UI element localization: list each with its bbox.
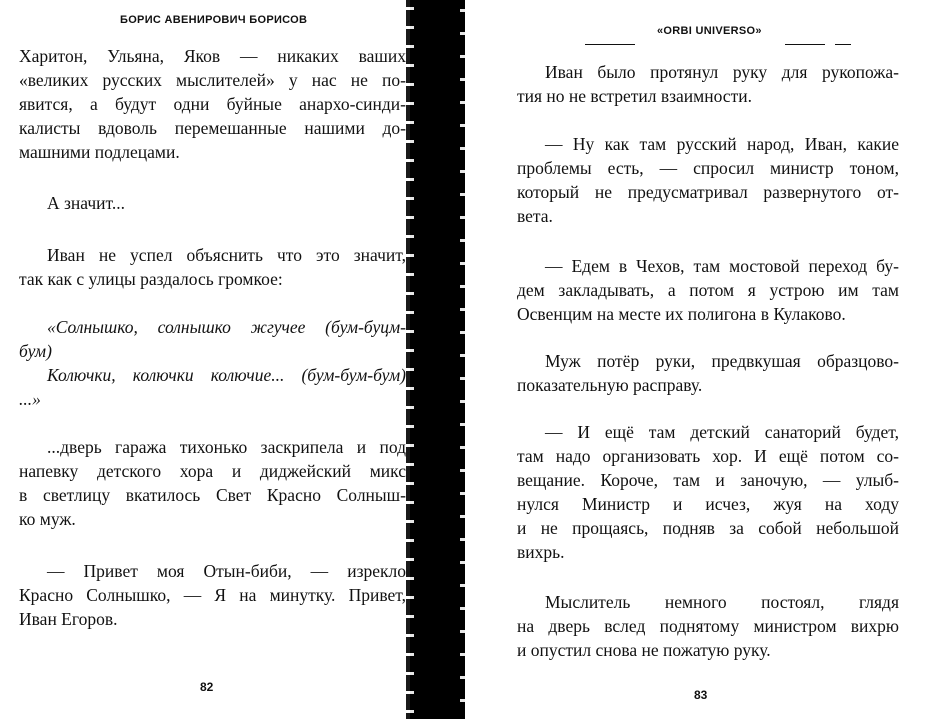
- text-line: в светлицу вкатилось Свет Красно Солныш-: [19, 485, 406, 505]
- book-spine-gutter: [410, 0, 465, 719]
- text-line: вета.: [517, 206, 553, 226]
- text-line: Колючки, колючки колючие... (бум-бум-бум): [47, 365, 406, 385]
- text-line: Освенцим на месте их полигона в Кулаково.: [517, 304, 846, 324]
- text-line: — Привет моя Отын-биби, — изрекло: [47, 561, 406, 581]
- text-line: машними подлецами.: [19, 142, 180, 162]
- left-paragraph-5: [19, 435, 406, 531]
- text-line: Красно Солнышко, — Я на минутку. Привет,: [19, 585, 406, 605]
- text-line: дем закладывать, а потом я устрою им там: [517, 280, 899, 300]
- right-paragraph-5: [517, 420, 899, 564]
- left-page: [0, 0, 410, 719]
- text-line: — И ещё там детский санаторий будет,: [545, 422, 899, 442]
- left-page-number: 82: [200, 680, 214, 694]
- text-line: Муж потёр руки, предвкушая образцово-: [545, 351, 899, 371]
- right-page: [465, 0, 932, 719]
- text-line: «Солнышко, солнышко жгучее (бум-буцм-: [47, 317, 406, 337]
- text-line: калисты вдоволь перемешанные нашими до-: [19, 118, 406, 138]
- text-line: вещание. Короче, там и заночую, — улыб-: [517, 470, 899, 490]
- right-paragraph-4: [517, 349, 899, 397]
- left-paragraph-6: [19, 559, 406, 631]
- left-paragraph-1: [19, 44, 406, 164]
- text-line: вихрь.: [517, 542, 565, 562]
- header-rule-tail: [835, 44, 851, 45]
- text-line: на дверь вслед поднятому министром вихрю: [517, 616, 899, 636]
- text-line: который не предусматривал развернутого от-: [517, 182, 899, 202]
- text-line: там надо организовать хор. И ещё потом со-: [517, 446, 899, 466]
- right-paragraph-3: [517, 254, 899, 326]
- right-paragraph-2: [517, 132, 899, 228]
- text-line: так как с улицы раздалось громкое:: [19, 269, 283, 289]
- text-line: и не прощаясь, подняв за собой небольшой: [517, 518, 899, 538]
- text-line: Иван Егоров.: [19, 609, 118, 629]
- text-line: ко муж.: [19, 509, 76, 529]
- text-line: «великих русских мыслителей» у нас не по-: [19, 70, 406, 90]
- gutter-edge-left: [406, 0, 414, 719]
- text-line: — Едем в Чехов, там мостовой переход бу-: [545, 256, 899, 276]
- left-paragraph-3: [19, 243, 406, 291]
- right-running-head-area: [585, 25, 905, 45]
- text-line: явится, а будут одни буйные анархо-синди-: [19, 94, 406, 114]
- right-page-number: 83: [694, 688, 708, 702]
- text-line: напевку детского хора и диджейский микс: [19, 461, 406, 481]
- text-line: А значит...: [47, 193, 125, 213]
- text-line: и опустил снова не пожатую руку.: [517, 640, 771, 660]
- text-line: нулся Министр и исчез, жуя на ходу: [517, 494, 899, 514]
- left-paragraph-2: [47, 191, 347, 215]
- right-paragraph-1: [517, 60, 899, 108]
- right-paragraph-6: [517, 590, 899, 662]
- header-rule-right: [785, 44, 825, 45]
- left-song-quote: [19, 315, 406, 411]
- text-line: ...дверь гаража тихонько заскрипела и под: [47, 437, 406, 457]
- header-rule-left: [585, 44, 635, 45]
- text-line: тия но не встретил взаимности.: [517, 86, 752, 106]
- text-line: бум): [19, 341, 52, 361]
- text-line: Мыслитель немного постоял, глядя: [545, 592, 899, 612]
- text-line: показательную расправу.: [517, 375, 703, 395]
- left-running-head: БОРИС АВЕНИРОВИЧ БОРИСОВ: [120, 14, 308, 26]
- text-line: Иван не успел объяснить что это значит,: [47, 245, 406, 265]
- text-line: Иван было протянул руку для рукопожа-: [545, 62, 899, 82]
- right-running-head: «ORBI UNIVERSO»: [657, 25, 762, 37]
- text-line: проблемы есть, — спросил министр тоном,: [517, 158, 899, 178]
- text-line: Харитон, Ульяна, Яков — никаких ваших: [19, 46, 406, 66]
- text-line: ...»: [19, 389, 41, 409]
- text-line: — Ну как там русский народ, Иван, какие: [545, 134, 899, 154]
